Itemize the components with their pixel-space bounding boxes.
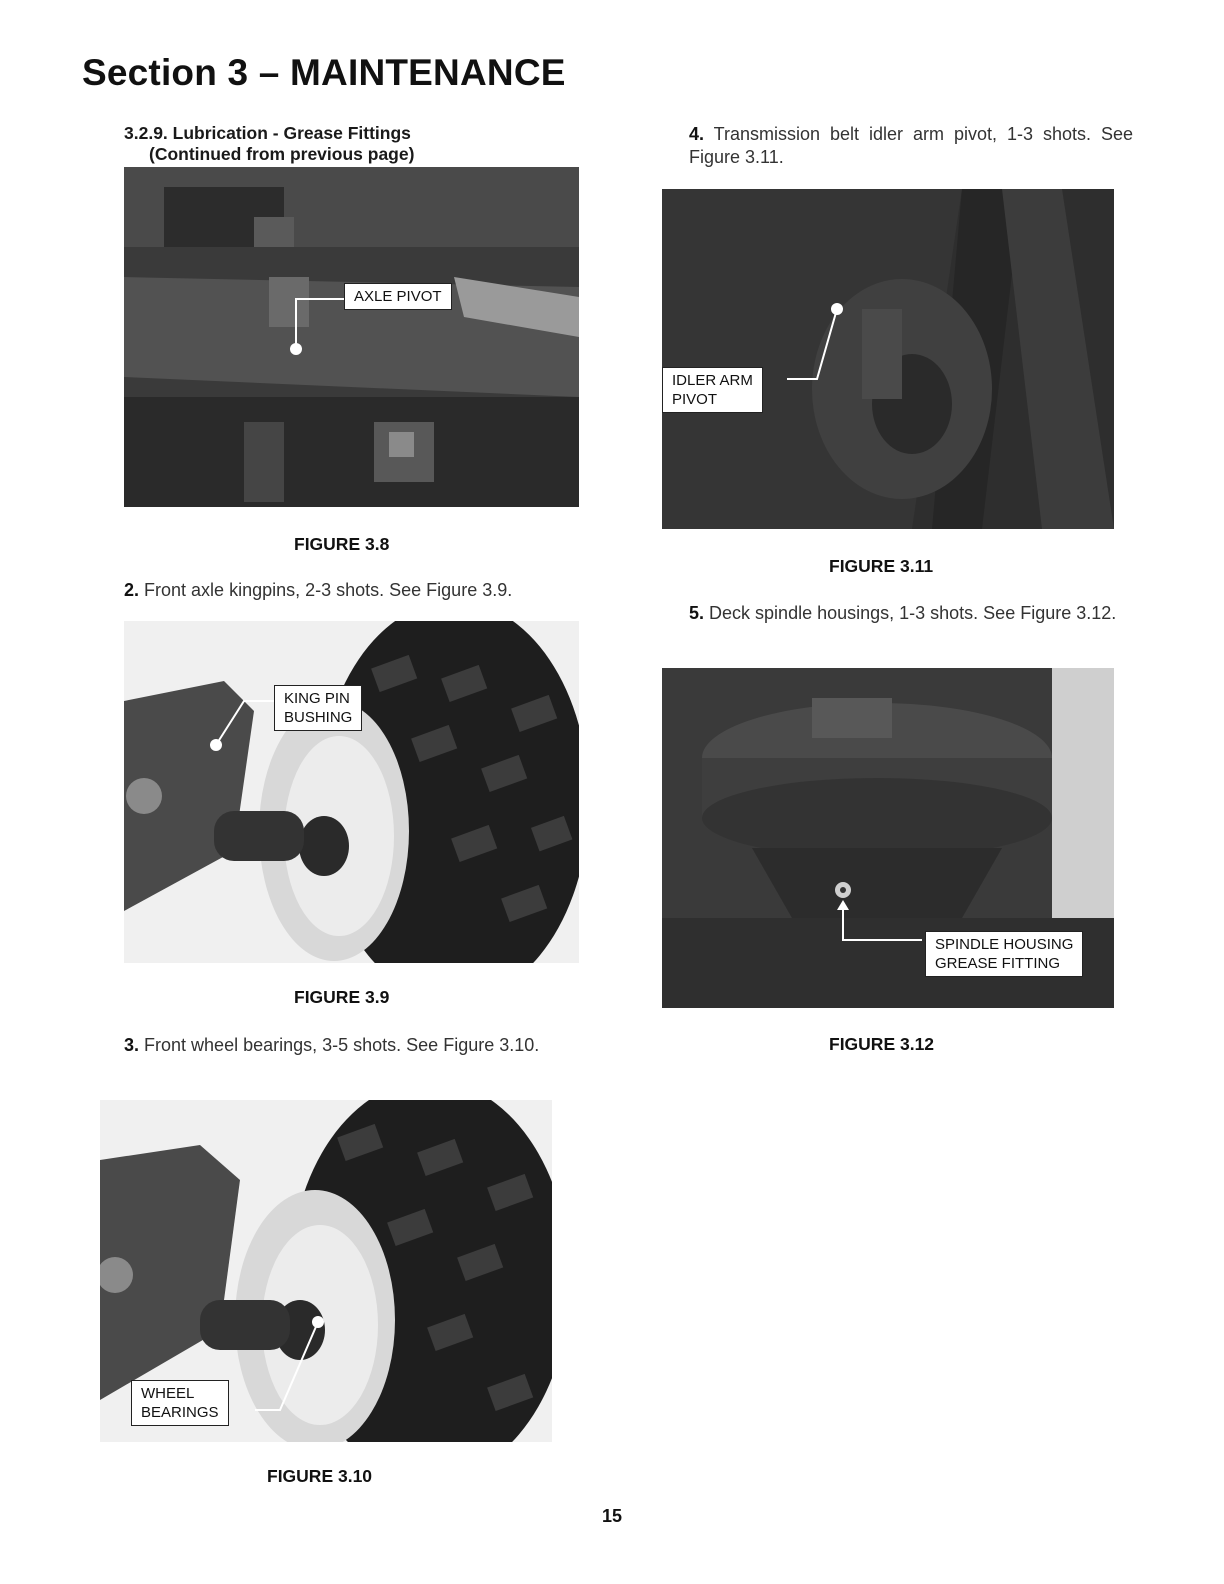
figure-3-9-photo bbox=[124, 621, 579, 963]
axle-pivot-image bbox=[124, 167, 579, 507]
idler-arm-label-line1: IDLER ARM bbox=[672, 372, 753, 389]
wheel-bearings-label-line1: WHEEL bbox=[141, 1385, 195, 1402]
step-3-number: 3. bbox=[124, 1035, 140, 1055]
figure-3-12-caption: FIGURE 3.12 bbox=[829, 1034, 935, 1054]
step-4-number: 4. bbox=[689, 124, 705, 144]
king-pin-image bbox=[124, 621, 579, 963]
step-2 bbox=[124, 579, 579, 602]
step-2-text: Front axle kingpins, 2-3 shots. See Figure 3.9. bbox=[144, 580, 513, 600]
spindle-housing-label-line2: GREASE FITTING bbox=[935, 955, 1061, 972]
figure-3-10-caption: FIGURE 3.10 bbox=[267, 1466, 373, 1486]
figure-3-11-caption: FIGURE 3.11 bbox=[829, 556, 934, 576]
step-5-number: 5. bbox=[689, 603, 705, 623]
subheading-title: 3.2.9. Lubrication - Grease Fittings bbox=[124, 123, 411, 143]
wheel-bearings-label bbox=[131, 1380, 229, 1426]
figure-3-11-photo bbox=[662, 189, 1114, 529]
figure-3-12-photo bbox=[662, 668, 1114, 1008]
idler-arm-image bbox=[662, 189, 1114, 529]
king-pin-label-line2: BUSHING bbox=[284, 709, 353, 726]
subheading bbox=[124, 123, 414, 165]
step-5-text: Deck spindle housings, 1-3 shots. See Figure 3.12. bbox=[709, 603, 1117, 623]
idler-arm-label-line2: PIVOT bbox=[672, 391, 718, 408]
king-pin-label bbox=[274, 685, 362, 731]
king-pin-label-line1: KING PIN bbox=[284, 690, 350, 707]
step-4-text: Transmission belt idler arm pivot, 1-3 shots. See Figure 3.11. bbox=[689, 124, 1133, 167]
step-3 bbox=[124, 1034, 571, 1057]
step-3-text: Front wheel bearings, 3-5 shots. See Figure 3.10. bbox=[144, 1035, 540, 1055]
step-2-number: 2. bbox=[124, 580, 140, 600]
spindle-housing-label bbox=[925, 931, 1083, 977]
figure-3-8-caption: FIGURE 3.8 bbox=[294, 534, 390, 554]
section-title: Section 3 – MAINTENANCE bbox=[82, 52, 566, 93]
figure-3-8-photo bbox=[124, 167, 579, 507]
subheading-continued: (Continued from previous page) bbox=[149, 144, 415, 164]
figure-3-9-caption: FIGURE 3.9 bbox=[294, 987, 390, 1007]
spindle-housing-label-line1: SPINDLE HOUSING bbox=[935, 936, 1074, 953]
step-4 bbox=[689, 123, 1133, 169]
wheel-bearings-label-line2: BEARINGS bbox=[141, 1404, 219, 1421]
page-number: 15 bbox=[601, 1506, 623, 1526]
idler-arm-label bbox=[662, 367, 763, 413]
figure-3-10-photo bbox=[100, 1100, 552, 1442]
axle-pivot-label: AXLE PIVOT bbox=[344, 283, 452, 310]
step-5 bbox=[689, 602, 1133, 625]
